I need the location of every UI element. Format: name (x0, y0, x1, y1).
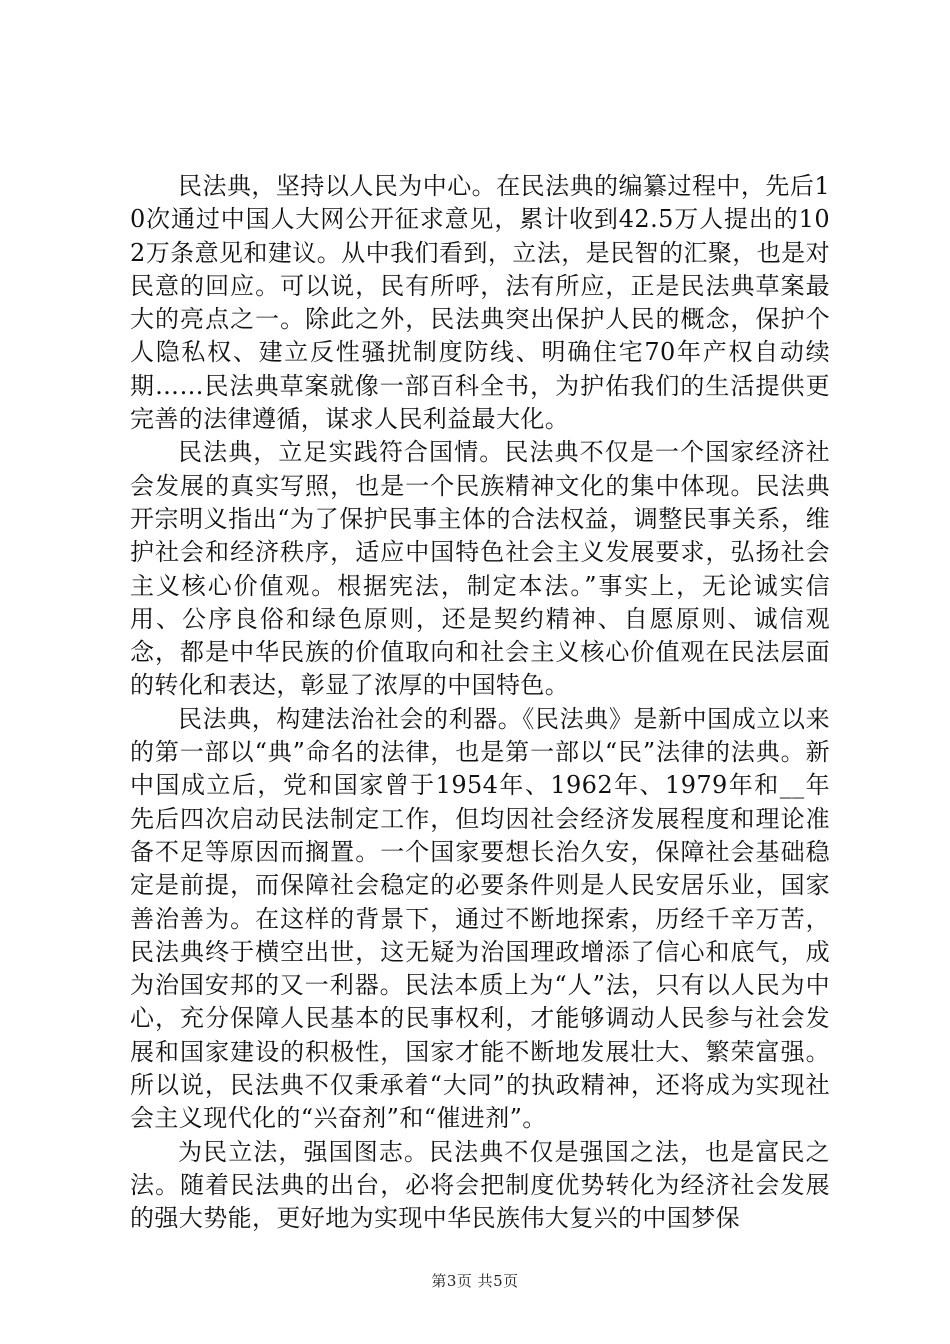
paragraph-1: 民法典，坚持以人民为中心。在民法典的编纂过程中，先后10次通过中国人大网公开征求意见，累计收到42.5万人提出的102万条意见和建议。从中我们看到，立法，是民智的汇聚，也是对民意的回应。可以说，民有所呼，法有所应，正是民法典草案最大的亮点之一。除此之外，民法典突出保护人民的概念，保护个人隐私权、建立反性骚扰制度防线、明确住宅70年产权自动续期……民法典草案就像一部百科全书，为护佑我们的生活提供更完善的法律遵循，谋求人民利益最大化。 (130, 172, 830, 434)
document-body (130, 170, 830, 1236)
paragraph-3: 民法典，构建法治社会的利器。《民法典》是新中国成立以来的第一部以“典”命名的法律，也是第一部以“民”法律的法典。新中国成立后，党和国家曾于1954年、1962年、1979年和__年先后四次启动民法制定工作，但均因社会经济发展程度和理论准备不足等原因而搁置。一个国家要想长治久安，保障社会基础稳定是前提，而保障社会稳定的必要条件则是人民安居乐业，国家善治善为。在这样的背景下，通过不断地探索，历经千辛万苦，民法典终于横空出世，这无疑为治国理政增添了信心和底气，成为治国安邦的又一利器。民法本质上为“人”法，只有以人民为中心，充分保障人民基本的民事权利，才能够调动人民参与社会发展和国家建设的积极性，国家才能不断地发展壮大、繁荣富强。所以说，民法典不仅秉承着“大同”的执政精神，还将成为实现社会主义现代化的“兴奋剂”和“催进剂”。 (130, 704, 830, 1133)
page-footer: 第3页 共5页 (431, 1272, 519, 1290)
paragraph-2: 民法典，立足实践符合国情。民法典不仅是一个国家经济社会发展的真实写照，也是一个民族精神文化的集中体现。民法典开宗明义指出“为了保护民事主体的合法权益，调整民事关系，维护社会和经济秩序，适应中国特色社会主义发展要求，弘扬社会主义核心价值观。根据宪法，制定本法。”事实上，无论诚实信用、公序良俗和绿色原则，还是契约精神、自愿原则、诚信观念，都是中华民族的价值取向和社会主义核心价值观在民法层面的转化和表达，彰显了浓厚的中国特色。 (130, 438, 830, 700)
paragraph-4: 为民立法，强国图志。民法典不仅是强国之法，也是富民之法。随着民法典的出台，必将会把制度优势转化为经济社会发展的强大势能，更好地为实现中华民族伟大复兴的中国梦保 (130, 1137, 830, 1233)
